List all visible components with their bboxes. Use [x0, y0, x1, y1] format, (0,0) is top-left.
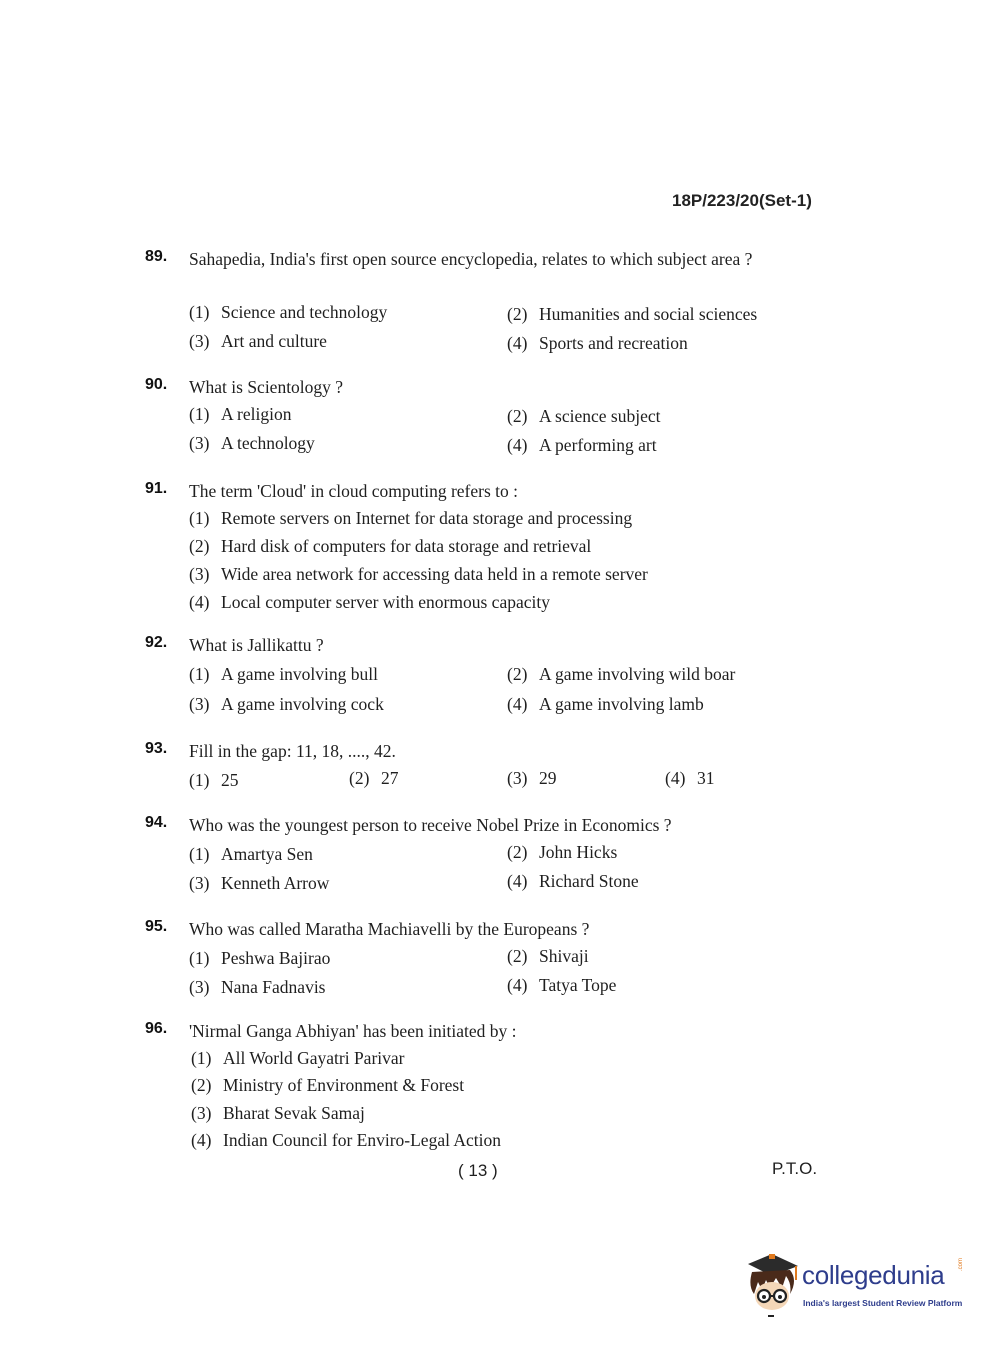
option — [507, 333, 688, 354]
option-text: A performing art — [539, 435, 657, 455]
option-number: (2) — [507, 842, 528, 862]
option-text: A game involving cock — [221, 694, 384, 714]
option — [191, 1075, 464, 1096]
question-number: 95. — [145, 918, 168, 935]
question-number: 89. — [145, 248, 168, 265]
question-text: What is Scientology ? — [189, 377, 344, 397]
question-92 — [145, 634, 815, 724]
option — [507, 304, 757, 325]
question-90 — [145, 376, 815, 466]
option-number: (1) — [189, 508, 210, 528]
option — [189, 844, 313, 865]
option — [189, 694, 384, 715]
option-number: (4) — [189, 592, 210, 612]
option-number: (2) — [189, 536, 210, 556]
option-text: A technology — [221, 433, 315, 453]
option — [665, 768, 715, 789]
question-text: Sahapedia, India's first open source encyclopedia, relates to which subject area ? — [189, 249, 753, 269]
option — [189, 433, 315, 454]
option — [507, 975, 616, 996]
question-number: 90. — [145, 376, 168, 393]
option-text: 25 — [221, 770, 239, 790]
mascot-icon — [742, 1250, 802, 1318]
option-number: (1) — [189, 664, 210, 684]
option — [189, 873, 329, 894]
option-text: A religion — [221, 404, 292, 424]
question-95 — [145, 918, 815, 1008]
page-number: ( 13 ) — [458, 1161, 498, 1180]
question-number: 92. — [145, 634, 168, 651]
paper-code: 18P/223/20(Set-1) — [672, 191, 812, 210]
option-number: (2) — [191, 1075, 212, 1095]
option-number: (4) — [507, 435, 528, 455]
option-number: (4) — [507, 333, 528, 353]
option — [189, 664, 378, 685]
question-93 — [145, 740, 815, 800]
option-number: (3) — [191, 1103, 212, 1123]
option — [507, 871, 639, 892]
question-number: 96. — [145, 1020, 168, 1037]
option-text: Nana Fadnavis — [221, 977, 326, 997]
option-number: (1) — [189, 404, 210, 424]
option-number: (3) — [189, 331, 210, 351]
option-number: (2) — [507, 304, 528, 324]
option-text: Sports and recreation — [539, 333, 688, 353]
brand-suffix: .com — [958, 1257, 964, 1271]
option-text: All World Gayatri Parivar — [223, 1048, 405, 1068]
option-number: (3) — [507, 768, 528, 788]
brand-tagline: India's largest Student Review Platform — [803, 1298, 963, 1308]
option — [189, 592, 550, 613]
brand-logo[interactable] — [742, 1250, 974, 1318]
option-text: Local computer server with enormous capacity — [221, 592, 550, 612]
option-text: Richard Stone — [539, 871, 639, 891]
option-number: (3) — [189, 694, 210, 714]
option-number: (2) — [349, 768, 370, 788]
brand-name: collegedunia — [802, 1260, 945, 1290]
option — [189, 331, 327, 352]
option-text: Shivaji — [539, 946, 589, 966]
option-text: A game involving wild boar — [539, 664, 736, 684]
option-text: 27 — [381, 768, 399, 788]
option — [191, 1103, 365, 1124]
option-text: A game involving bull — [221, 664, 379, 684]
option-text: 31 — [697, 768, 715, 788]
option-text: Wide area network for accessing data held in a remote server — [221, 564, 648, 584]
option-text: Indian Council for Enviro-Legal Action — [223, 1130, 501, 1150]
option-text: Humanities and social sciences — [539, 304, 758, 324]
option — [189, 536, 591, 557]
option-number: (2) — [507, 664, 528, 684]
option — [189, 977, 326, 998]
question-text: Who was the youngest person to receive Nobel Prize in Economics ? — [189, 815, 672, 835]
option-text: John Hicks — [539, 842, 618, 862]
option — [507, 406, 660, 427]
option-number: (2) — [507, 946, 528, 966]
option-number: (3) — [189, 564, 210, 584]
option-number: (1) — [191, 1048, 212, 1068]
option-text: Remote servers on Internet for data storage and processing — [221, 508, 633, 528]
option-number: (4) — [507, 871, 528, 891]
option-text: Kenneth Arrow — [221, 873, 330, 893]
question-96 — [145, 1020, 815, 1155]
question-91 — [145, 480, 815, 615]
option-number: (4) — [507, 975, 528, 995]
option-number: (3) — [189, 873, 210, 893]
option-number: (3) — [189, 977, 210, 997]
question-number: 93. — [145, 740, 168, 757]
option — [191, 1048, 405, 1069]
option-number: (1) — [189, 302, 210, 322]
option — [189, 948, 330, 969]
option-text: A science subject — [539, 406, 661, 426]
option-number: (4) — [507, 694, 528, 714]
pto-label: P.T.O. — [772, 1159, 818, 1178]
option — [189, 404, 291, 425]
option — [189, 302, 387, 323]
option — [507, 435, 657, 456]
option-text: Bharat Sevak Samaj — [223, 1103, 365, 1123]
option-text: Hard disk of computers for data storage and retrieval — [221, 536, 592, 556]
question-text: 'Nirmal Ganga Abhiyan' has been initiated by : — [189, 1021, 517, 1041]
option-text: 29 — [539, 768, 557, 788]
option-number: (1) — [189, 844, 210, 864]
option-number: (3) — [189, 433, 210, 453]
option — [507, 664, 735, 685]
question-94 — [145, 814, 815, 904]
option — [507, 768, 557, 789]
option — [507, 946, 589, 967]
question-text: Who was called Maratha Machiavelli by the Europeans ? — [189, 919, 590, 939]
option — [189, 770, 239, 791]
option — [191, 1130, 501, 1151]
question-89 — [145, 248, 815, 353]
option — [349, 768, 399, 789]
option-text: Peshwa Bajirao — [221, 948, 331, 968]
option-number: (1) — [189, 770, 210, 790]
option-number: (2) — [507, 406, 528, 426]
option-number: (4) — [665, 768, 686, 788]
option-text: A game involving lamb — [539, 694, 704, 714]
question-number: 94. — [145, 814, 168, 831]
option — [189, 564, 648, 585]
option-text: Tatya Tope — [539, 975, 617, 995]
option-text: Ministry of Environment & Forest — [223, 1075, 465, 1095]
option-text: Amartya Sen — [221, 844, 313, 864]
option-text: Science and technology — [221, 302, 388, 322]
option-number: (1) — [189, 948, 210, 968]
option — [507, 694, 704, 715]
question-number: 91. — [145, 480, 168, 497]
option-number: (4) — [191, 1130, 212, 1150]
question-text: Fill in the gap: 11, 18, ...., 42. — [189, 741, 396, 761]
option — [507, 842, 617, 863]
option — [189, 508, 632, 529]
option-text: Art and culture — [221, 331, 327, 351]
question-text: What is Jallikattu ? — [189, 635, 324, 655]
question-text: The term 'Cloud' in cloud computing refers to : — [189, 481, 519, 501]
